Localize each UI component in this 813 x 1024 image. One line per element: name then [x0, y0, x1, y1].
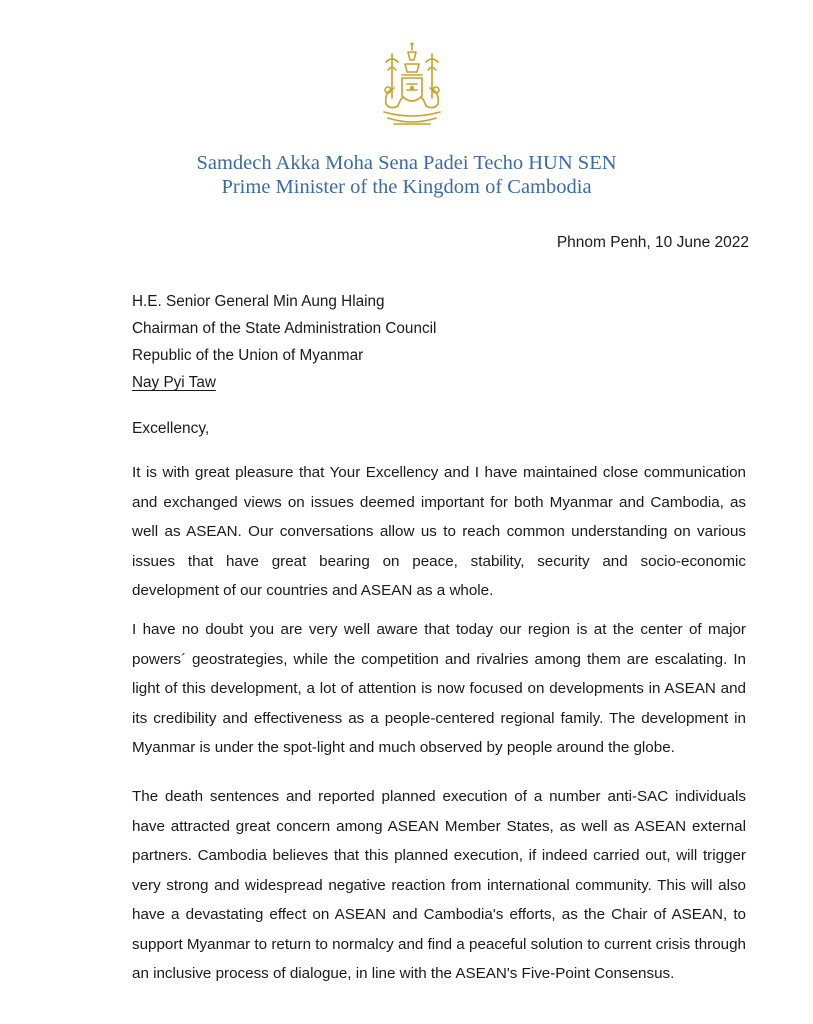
royal-arms-emblem-icon [364, 40, 460, 136]
letter-salutation: Excellency, [132, 420, 210, 437]
recipient-address-block [132, 288, 436, 396]
body-paragraph-1: It is with great pleasure that Your Excellency and I have maintained close communication and exchanged views on issues deemed important for both Myanmar and Cambodia, as well as ASEAN. Our conversations allow us to reach common understanding on various issues that have great bearing on peace, stability, security and socio-economic development of our countries and ASEAN as a whole. [132, 464, 746, 599]
recipient-position: Chairman of the State Administration Council [132, 320, 437, 337]
letterhead-sender-name: Samdech Akka Moha Sena Padei Techo HUN SEN [196, 152, 617, 174]
recipient-name: H.E. Senior General Min Aung Hlaing [132, 293, 385, 310]
body-paragraph-2: I have no doubt you are very well aware that today our region is at the center of major powers´ geostrategies, while the competition and rivalries among them are escalating. In light of this development, a lot of attention is now focused on developments in ASEAN and its credibility and effectiveness as a people-centered regional family. The development in Myanmar is under the spot-light and much observed by people around the globe. [132, 621, 746, 756]
letterhead-sender-title: Prime Minister of the Kingdom of Cambodia [221, 176, 592, 198]
letter-dateline: Phnom Penh, 10 June 2022 [556, 234, 749, 251]
recipient-country: Republic of the Union of Myanmar [132, 347, 364, 364]
recipient-city: Nay Pyi Taw [132, 374, 216, 391]
body-paragraph-3: The death sentences and reported planned execution of a number anti-SAC individuals have attracted great concern among ASEAN Member States, as well as ASEAN external partners. Cambodia believes that this planned execution, if indeed carried out, will trigger very strong and widespread negative reaction from international community. This will also have a devastating effect on ASEAN and Cambodia's efforts, as the Chair of ASEAN, to support Myanmar to return to normalcy and find a peaceful solution to current crisis through an inclusive process of dialogue, in line with the ASEAN's Five-Point Consensus. [132, 788, 746, 982]
